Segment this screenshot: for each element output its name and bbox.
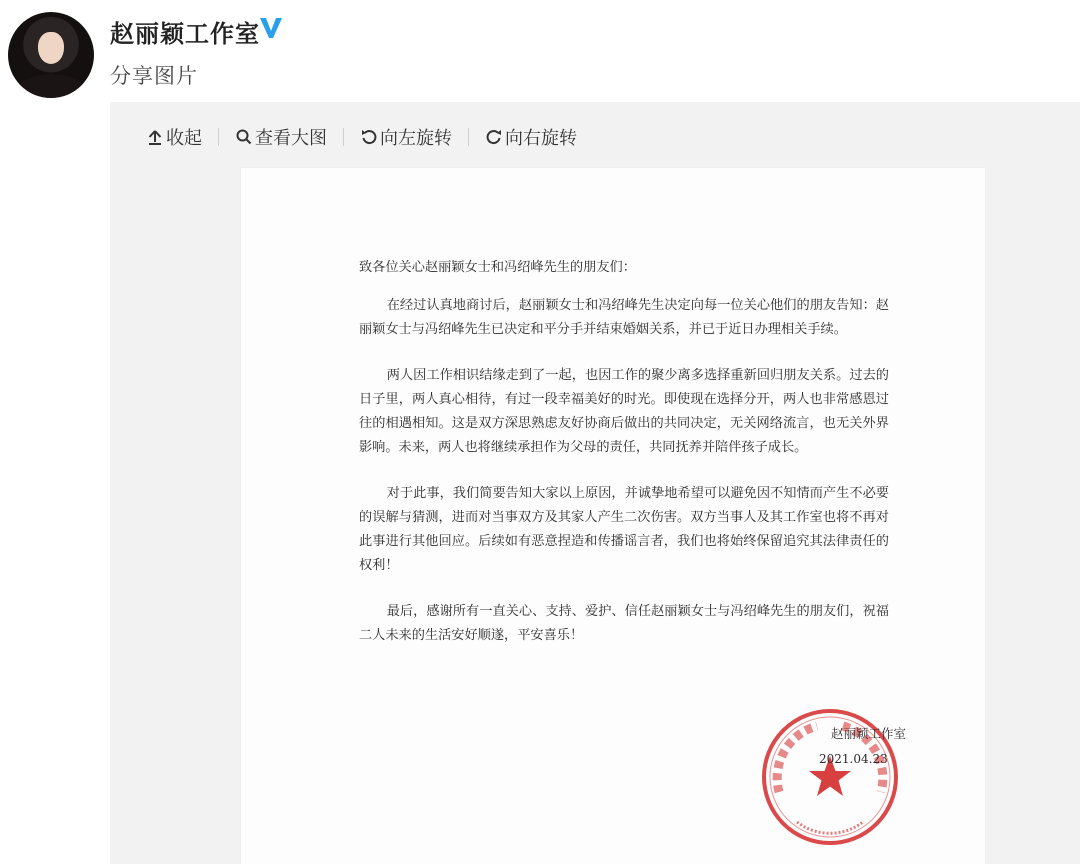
image-viewer-panel: [110, 102, 1080, 864]
arrow-up-icon: [146, 128, 164, 146]
image-toolbar: [146, 124, 577, 150]
rotate-left-icon: [360, 128, 378, 146]
avatar-face-shape: [38, 32, 64, 64]
rotate-left-button[interactable]: [360, 124, 452, 150]
letter-paragraph: 最后，感谢所有一直关心、支持、爱护、信任赵丽颖女士与冯绍峰先生的朋友们，祝福二人未来的生活安好顺遂，平安喜乐！: [359, 604, 889, 643]
post-subtitle: 分享图片: [110, 64, 198, 88]
account-name[interactable]: 赵丽颖工作室: [110, 20, 260, 48]
search-icon: [235, 128, 253, 146]
toolbar-divider: [343, 128, 344, 146]
view-large-button[interactable]: [235, 124, 327, 150]
letter-date: 2021.04.23: [819, 752, 888, 766]
rotate-right-button[interactable]: [485, 124, 577, 150]
rotate-right-icon: [485, 128, 503, 146]
view-large-label: 查看大图: [255, 128, 327, 149]
letter-signature: 赵丽颖工作室: [831, 726, 907, 741]
letter-paragraph: 在经过认真地商讨后，赵丽颖女士和冯绍峰先生决定向每一位关心他们的朋友告知：赵丽颖女士与冯绍峰先生已决定和平分手并结束婚姻关系，并已于近日办理相关手续。: [359, 298, 889, 337]
rotate-left-label: 向左旋转: [380, 128, 452, 149]
collapse-button[interactable]: [146, 124, 202, 150]
letter-paragraph: 对于此事，我们简要告知大家以上原因，并诚挚地希望可以避免因不知情而产生不必要的误解与猜测，进而对当事双方及其家人产生二次伤害。双方当事人及其工作室也将不再对此事进行其他回应。后续如有恶意捏造和传播谣言者，我们也将始终保留追究其法律责任的权利！: [359, 486, 889, 573]
verified-v-icon: [257, 14, 285, 42]
statement-image[interactable]: [241, 168, 985, 864]
letter-body: [359, 256, 889, 670]
letter-greeting: 致各位关心赵丽颖女士和冯绍峰先生的朋友们：: [359, 260, 636, 275]
letter-paragraph: 两人因工作相识结缘走到了一起，也因工作的聚少离多选择重新回归朋友关系。过去的日子里，两人真心相待，有过一段幸福美好的时光。即使现在选择分开，两人也非常感恩过往的相遇相知。这是双方深思熟虑友好协商后做出的共同决定，无关网络流言，也无关外界影响。未来，两人也将继续承担作为父母的责任，共同抚养并陪伴孩子成长。: [359, 368, 889, 455]
toolbar-divider: [218, 128, 219, 146]
collapse-label: 收起: [166, 128, 202, 149]
avatar[interactable]: [8, 12, 94, 98]
rotate-right-label: 向右旋转: [505, 128, 577, 149]
avatar-shoulder-shape: [14, 74, 88, 98]
toolbar-divider: [468, 128, 469, 146]
